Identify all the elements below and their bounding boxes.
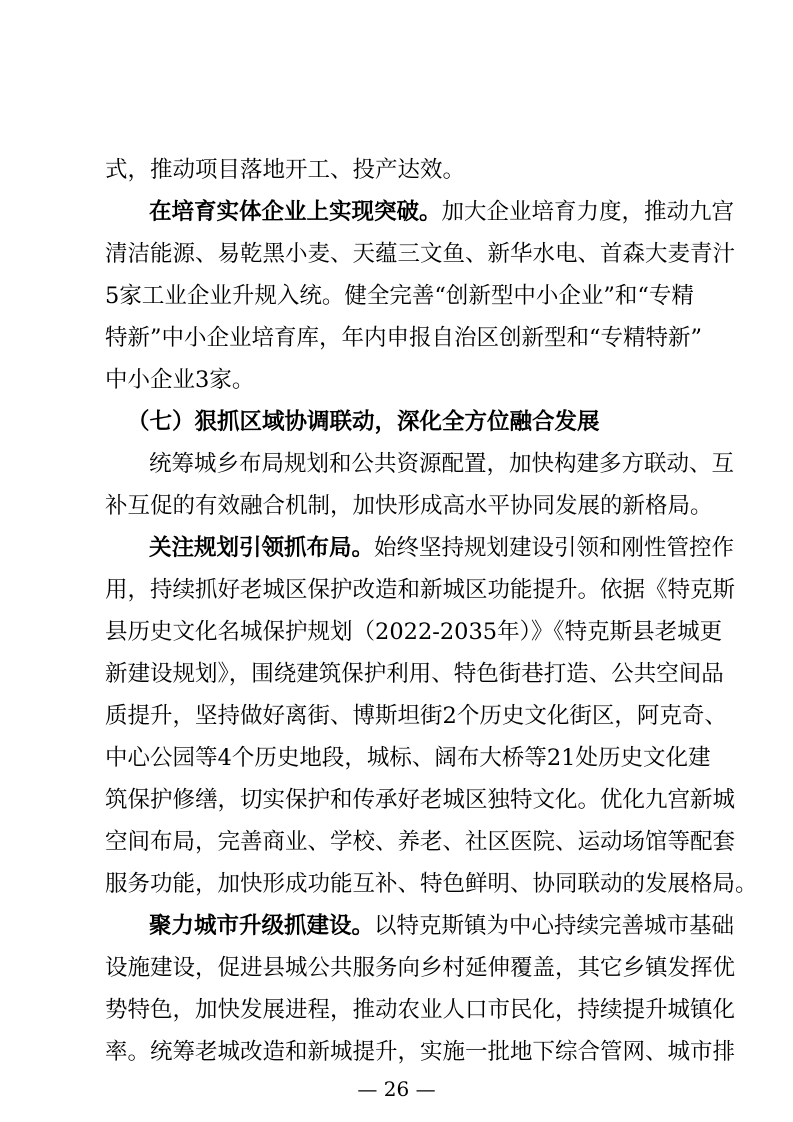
body-text-line: 式，推动项目落地开工、投产达效。	[105, 157, 466, 183]
body-text-line: 中心公园等4个历史地段，城标、阔布大桥等21处历史文化建	[105, 745, 711, 771]
paragraph-lead-heading: 关注规划引领抓布局。	[149, 535, 375, 561]
body-text-line: 在培育实体企业上实现突破。加大企业培育力度，推动九宫	[149, 199, 735, 225]
body-text-line: 中小企业3家。	[105, 367, 255, 393]
body-text-line: 特新”中小企业培育库，年内申报自治区创新型和“专精特新”	[105, 325, 703, 351]
body-text-line: 用，持续抓好老城区保护改造和新城区功能提升。依据《特克斯	[105, 577, 736, 603]
body-text-line: 5家工业企业升规入统。健全完善“创新型中小企业”和“专精	[105, 283, 694, 309]
body-text-line: 聚力城市升级抓建设。以特克斯镇为中心持续完善城市基础	[149, 913, 735, 939]
body-text-line: 服务功能，加快形成功能互补、特色鲜明、协同联动的发展格局。	[105, 871, 758, 897]
body-text-line: 设施建设，促进县城公共服务向乡村延伸覆盖，其它乡镇发挥优	[105, 955, 736, 981]
body-text-line: 势特色，加快发展进程，推动农业人口市民化，持续提升城镇化	[105, 997, 736, 1023]
paragraph-lead-heading: 聚力城市升级抓建设。	[149, 913, 375, 939]
body-text-line: 空间布局，完善商业、学校、养老、社区医院、运动场馆等配套	[105, 829, 736, 855]
body-text-line: 补互促的有效融合机制，加快形成高水平协同发展的新格局。	[105, 493, 713, 519]
paragraph-lead-heading: 在培育实体企业上实现突破。	[149, 199, 442, 225]
body-text-line: 筑保护修缮，切实保护和传承好老城区独特文化。优化九宫新城	[105, 787, 736, 813]
body-text-line: 质提升，坚持做好离街、博斯坦街2个历史文化街区，阿克奇、	[105, 703, 727, 729]
body-text-line: 关注规划引领抓布局。始终坚持规划建设引领和刚性管控作	[149, 535, 735, 561]
section-heading: （七）狠抓区域协调联动，深化全方位融合发展	[127, 409, 600, 435]
page-number: — 26 —	[357, 1077, 436, 1101]
body-text-line: 率。统筹老城改造和新城提升，实施一批地下综合管网、城市排	[105, 1039, 736, 1065]
body-text-line: 新建设规划》，围绕建筑保护利用、特色街巷打造、公共空间品	[105, 661, 724, 687]
body-text-line: 清洁能源、易乾黑小麦、天蕴三文鱼、新华水电、首森大麦青汁	[105, 241, 736, 267]
body-text-line: 统筹城乡布局规划和公共资源配置，加快构建多方联动、互	[149, 451, 735, 477]
body-text-line: 县历史文化名城保护规划（2022-2035年）》《特克斯县老城更	[105, 619, 723, 645]
